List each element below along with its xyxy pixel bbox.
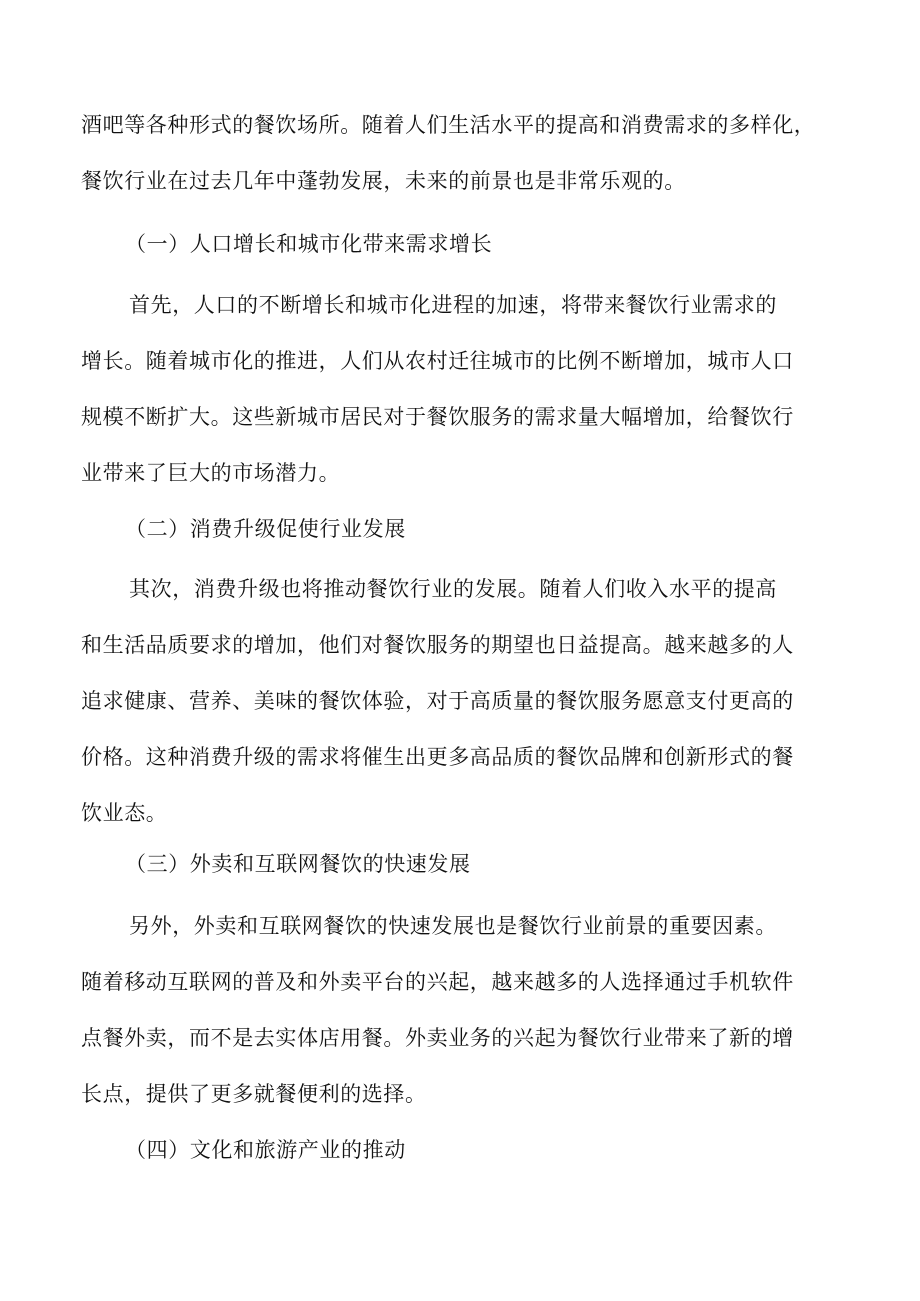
paragraph-line: 业带来了巨大的市场潜力。 bbox=[81, 461, 341, 485]
paragraph-line: 追求健康、营养、美味的餐饮体验，对于高质量的餐饮服务愿意支付更高的 bbox=[81, 689, 794, 713]
paragraph-line: 长点，提供了更多就餐便利的选择。 bbox=[81, 1082, 427, 1106]
paragraph-takeaway-internet bbox=[81, 907, 841, 1113]
paragraph-line: 首先，人口的不断增长和城市化进程的加速，将带来餐饮行业需求的 bbox=[129, 293, 777, 317]
section-heading-text: （二）消费升级促使行业发展 bbox=[125, 517, 406, 541]
paragraph-line: 餐饮行业在过去几年中蓬勃发展，未来的前景也是非常乐观的。 bbox=[81, 169, 686, 193]
section-heading-4 bbox=[81, 1131, 885, 1169]
section-heading-2 bbox=[81, 510, 885, 548]
paragraph-line: 规模不断扩大。这些新城市居民对于餐饮服务的需求量大幅增加，给餐饮行 bbox=[81, 405, 794, 429]
paragraph-line: 饮业态。 bbox=[81, 801, 168, 825]
paragraph-line: 价格。这种消费升级的需求将催生出更多高品质的餐饮品牌和创新形式的餐 bbox=[81, 745, 794, 769]
paragraph-line: 另外，外卖和互联网餐饮的快速发展也是餐饮行业前景的重要因素。 bbox=[129, 914, 777, 938]
paragraph-line: 增长。随着城市化的推进，人们从农村迁往城市的比例不断增加，城市人口 bbox=[81, 349, 794, 373]
paragraph-intro-continued bbox=[81, 106, 841, 200]
section-heading-text: （三）外卖和互联网餐饮的快速发展 bbox=[125, 852, 471, 876]
paragraph-line: 和生活品质要求的增加，他们对餐饮服务的期望也日益提高。越来越多的人 bbox=[81, 633, 794, 657]
section-heading-3 bbox=[81, 845, 885, 883]
section-heading-text: （四）文化和旅游产业的推动 bbox=[125, 1138, 406, 1162]
paragraph-line: 随着移动互联网的普及和外卖平台的兴起，越来越多的人选择通过手机软件 bbox=[81, 970, 794, 994]
paragraph-line: 酒吧等各种形式的餐饮场所。随着人们生活水平的提高和消费需求的多样化， bbox=[81, 113, 816, 137]
section-heading-text: （一）人口增长和城市化带来需求增长 bbox=[125, 232, 493, 256]
paragraph-consumption-upgrade bbox=[81, 570, 841, 832]
paragraph-line: 点餐外卖，而不是去实体店用餐。外卖业务的兴起为餐饮行业带来了新的增 bbox=[81, 1026, 794, 1050]
section-heading-1 bbox=[81, 225, 885, 263]
paragraph-population-growth bbox=[81, 286, 841, 492]
paragraph-line: 其次，消费升级也将推动餐饮行业的发展。随着人们收入水平的提高 bbox=[129, 577, 777, 601]
